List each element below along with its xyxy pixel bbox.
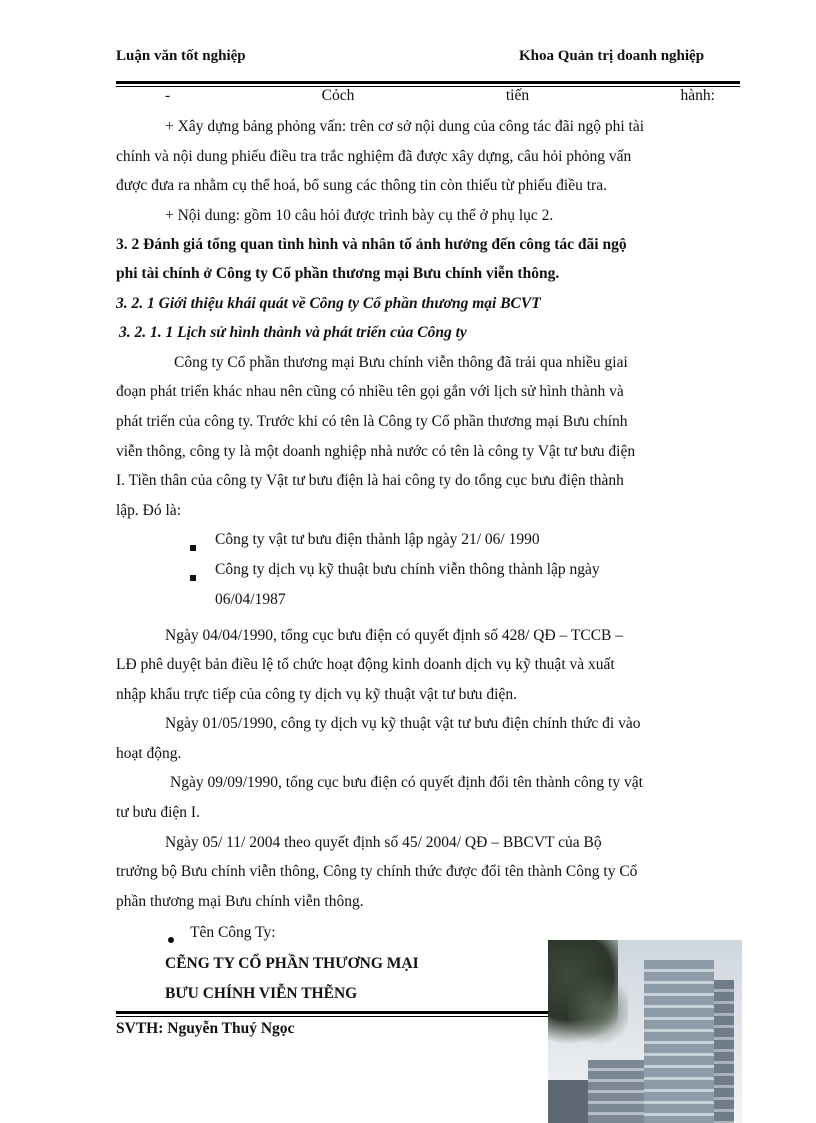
footer-author: SVTH: Nguyễn Thuý Ngọc bbox=[116, 1020, 295, 1037]
para-line: được đưa ra nhằm cụ thể hoá, bổ sung các thông tin còn thiếu từ phiếu điều tra. bbox=[116, 177, 607, 194]
para-line: Ngày 01/05/1990, công ty dịch vụ kỹ thuật vật tư bưu điện chính thức đi vào bbox=[165, 715, 641, 732]
para-line: hoạt động. bbox=[116, 745, 182, 762]
para-line: LĐ phê duyệt bản điều lệ tổ chức hoạt động kinh doanh dịch vụ kỹ thuật và xuất bbox=[116, 656, 615, 673]
footer-rule-thick bbox=[116, 1011, 548, 1014]
header-title-right: Khoa Quản trị doanh nghiệp bbox=[519, 48, 705, 64]
list-item: Công ty dịch vụ kỹ thuật bưu chính viễn thông thành lập ngày bbox=[215, 561, 600, 578]
company-name-line: CẼNG TY CỔ PHẦN THƯƠNG MẠI bbox=[165, 955, 419, 972]
header-title-left: Luận văn tốt nghiệp bbox=[116, 48, 246, 64]
company-label: Tên Công Ty: bbox=[190, 924, 276, 941]
para-line: lập. Đó là: bbox=[116, 502, 181, 519]
section-heading: 3. 2 Đánh giá tổng quan tình hình và nhân tố ảnh hưởng đến công tác đãi ngộ bbox=[116, 236, 627, 253]
para-line: Ngày 04/04/1990, tổng cục bưu điện có quyết định số 428/ QĐ – TCCB – bbox=[165, 627, 624, 644]
footer-rule-thin bbox=[116, 1016, 548, 1017]
para-line: tư bưu điện I. bbox=[116, 804, 200, 821]
para-line: đoạn phát triển khác nhau nên cũng có nhiều tên gọi gắn với lịch sử hình thành và bbox=[116, 383, 624, 400]
para-line: Công ty Cổ phần thương mại Bưu chính viễn thông đã trải qua nhiều giai bbox=[174, 354, 628, 371]
para-line: chính và nội dung phiếu điều tra trắc nghiệm đã được xây dựng, câu hỏi phỏng vấn bbox=[116, 148, 632, 165]
square-bullet-icon bbox=[190, 538, 196, 556]
building-photo bbox=[548, 940, 742, 1123]
method-line bbox=[165, 86, 715, 106]
method-dash: - bbox=[165, 87, 171, 104]
square-bullet-icon bbox=[190, 568, 196, 586]
subsection-heading: 3. 2. 1 Giới thiệu khái quát về Công ty Cổ phần thương mại BCVT bbox=[116, 295, 541, 312]
para-line: Ngày 05/ 11/ 2004 theo quyết định số 45/ 2004/ QĐ – BBCVT của Bộ bbox=[165, 834, 602, 851]
list-item: Công ty vật tư bưu điện thành lập ngày 21/ 06/ 1990 bbox=[215, 531, 540, 548]
section-heading: phi tài chính ở Công ty Cổ phần thương mại Bưu chính viễn thông. bbox=[116, 265, 560, 282]
para-line: + Xây dựng bảng phỏng vấn: trên cơ sở nội dung của công tác đãi ngộ phi tài bbox=[165, 118, 645, 135]
company-name-line: BƯU CHÍNH VIỄN THẼNG bbox=[165, 985, 358, 1002]
method-word-2: tiến bbox=[505, 87, 530, 104]
para-line: I. Tiền thân của công ty Vật tư bưu điện là hai công ty do tổng cục bưu điện thành bbox=[116, 472, 624, 489]
round-bullet-icon bbox=[168, 930, 174, 948]
para-line: nhập khẩu trực tiếp của công ty dịch vụ kỹ thuật vật tư bưu điện. bbox=[116, 686, 517, 703]
para-line: phần thương mại Bưu chính viễn thông. bbox=[116, 893, 364, 910]
method-word-3: hành: bbox=[680, 87, 715, 104]
method-word-1: Cỏch bbox=[321, 87, 355, 104]
para-line: phát triển của công ty. Trước khi có tên là Công ty Cổ phần thương mại Bưu chính bbox=[116, 413, 628, 430]
list-item-continuation: 06/04/1987 bbox=[215, 591, 286, 608]
para-line: + Nội dung: gồm 10 câu hỏi được trình bày cụ thể ở phụ lục 2. bbox=[165, 207, 554, 224]
para-line: viễn thông, công ty là một doanh nghiệp nhà nước có tên là công ty Vật tư bưu điện bbox=[116, 443, 636, 460]
para-line: Ngày 09/09/1990, tổng cục bưu điện có quyết định đổi tên thành công ty vật bbox=[170, 774, 643, 791]
subsubsection-heading: 3. 2. 1. 1 Lịch sử hình thành và phát triển của Công ty bbox=[119, 324, 467, 341]
header-rule-thick bbox=[116, 81, 740, 84]
para-line: trưởng bộ Bưu chính viễn thông, Công ty chính thức được đổi tên thành Công ty Cổ bbox=[116, 863, 638, 880]
